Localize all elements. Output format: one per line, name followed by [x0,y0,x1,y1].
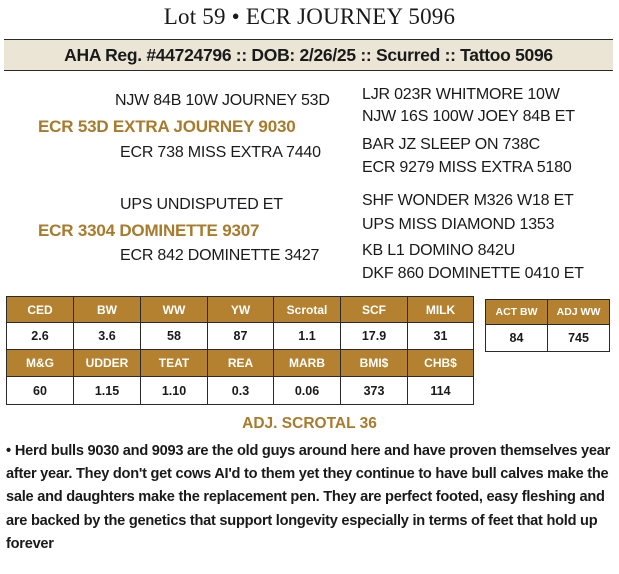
epd-value-mg: 60 [7,377,74,405]
epd-header-chb: CHB$ [408,350,474,377]
pedigree-right-3: BAR JZ SLEEP ON 738C [362,136,541,153]
epd-header-marb: MARB [274,350,341,377]
epd-value-ced: 2.6 [7,323,74,350]
epd-table [6,296,474,405]
epd-header-udder: UDDER [74,350,141,377]
pedigree-sire-dam: ECR 738 MISS EXTRA 7440 [120,144,321,161]
epd-header-ced: CED [7,297,74,323]
epd-value-milk: 31 [408,323,474,350]
epd-value-ww: 58 [141,323,208,350]
epd-header-bmi: BMI$ [341,350,408,377]
epd-header-milk: MILK [408,297,474,323]
pedigree-sire-sire: NJW 84B 10W JOURNEY 53D [115,92,330,109]
registration-bar [4,39,613,71]
pedigree-dam-dam: ECR 842 DOMINETTE 3427 [120,247,320,264]
epd-value-scrotal: 1.1 [274,323,341,350]
epd-value-chb: 114 [408,377,474,405]
epd-header-ww: WW [141,297,208,323]
notes-text: Herd bulls 9030 and 9093 are the old guys around here and have proven themselves year after year. They don't get cows AI'd to them yet they continue to have bull calves make the sale and daughters make the replacement pen. They are perfect footed, easy fleshing and are backed by the genetics that support longevity especially in terms of feet that hold up forever [6,443,611,552]
epd-value-rea: 0.3 [208,377,274,405]
adj-scrotal: ADJ. SCROTAL 36 [242,415,377,432]
epd-header-bw: BW [74,297,141,323]
epd-header-scrotal: Scrotal [274,297,341,323]
actual-header-bw: ACT BW [486,300,548,325]
pedigree-right-2: NJW 16S 100W JOEY 84B ET [362,108,575,125]
epd-value-bw: 3.6 [74,323,141,350]
epd-value-udder: 1.15 [74,377,141,405]
epd-header-scf: SCF [341,297,408,323]
actual-header-ww: ADJ WW [548,300,610,325]
epd-value-yw: 87 [208,323,274,350]
pedigree-sire: ECR 53D EXTRA JOURNEY 9030 [38,117,296,136]
epd-header-mg: M&G [7,350,74,377]
pedigree-right-6: UPS MISS DIAMOND 1353 [362,216,555,233]
epd-header-teat: TEAT [141,350,208,377]
epd-value-bmi: 373 [341,377,408,405]
actual-value-ww: 745 [548,325,610,352]
pedigree-right-5: SHF WONDER M326 W18 ET [362,192,574,209]
epd-header-yw: YW [208,297,274,323]
lot-notes [6,440,614,556]
pedigree-right-1: LJR 023R WHITMORE 10W [362,86,560,103]
epd-header-rea: REA [208,350,274,377]
epd-value-teat: 1.10 [141,377,208,405]
bullet-icon: • [6,443,11,459]
pedigree-dam-sire: UPS UNDISPUTED ET [120,196,283,213]
pedigree-right-7: KB L1 DOMINO 842U [362,242,516,259]
pedigree-dam: ECR 3304 DOMINETTE 9307 [38,221,260,240]
pedigree-right-4: ECR 9279 MISS EXTRA 5180 [362,159,572,176]
registration-line: AHA Reg. #44724796 :: DOB: 2/26/25 :: Scurred :: Tattoo 5096 [64,44,553,65]
actual-weights-table [485,299,610,352]
pedigree-right-8: DKF 860 DOMINETTE 0410 ET [362,265,584,282]
lot-title: Lot 59 • ECR JOURNEY 5096 [163,4,456,29]
epd-value-scf: 17.9 [341,323,408,350]
actual-value-bw: 84 [486,325,548,352]
epd-value-marb: 0.06 [274,377,341,405]
